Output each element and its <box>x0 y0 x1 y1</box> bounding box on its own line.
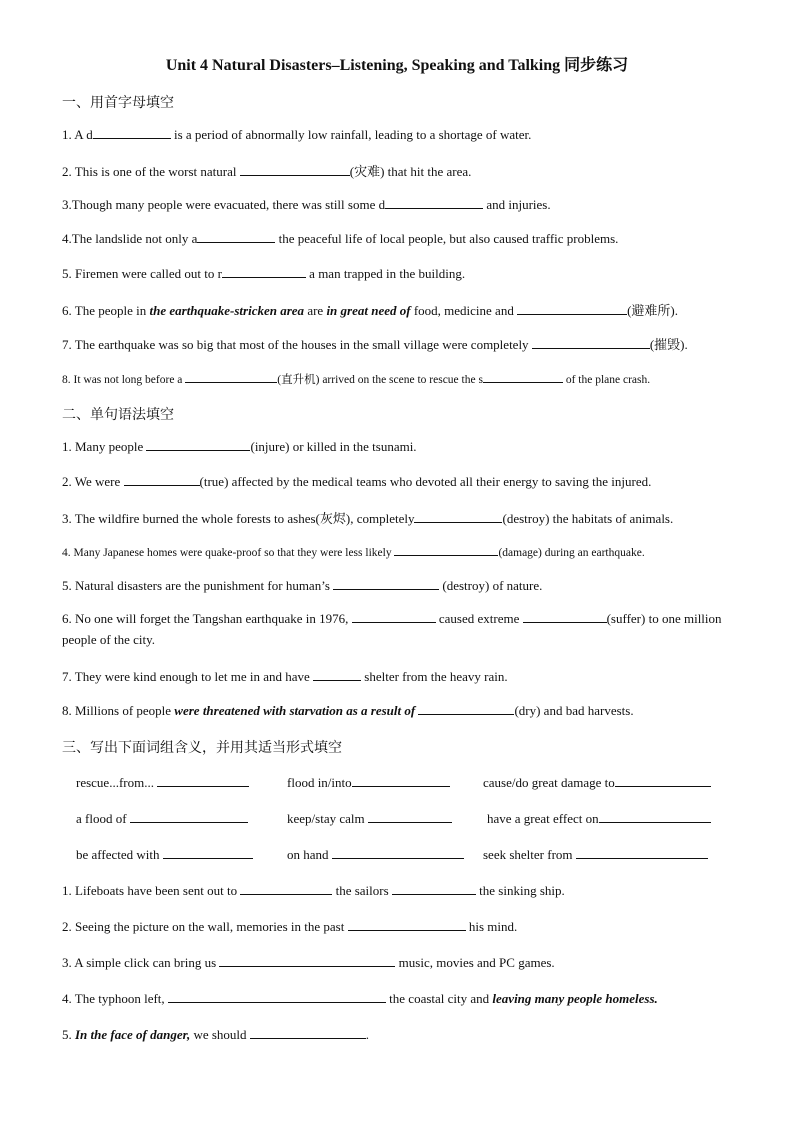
phrase-cell: keep/stay calm <box>287 810 452 827</box>
answer-blank[interactable] <box>418 702 514 715</box>
phrase-cell: a flood of <box>76 810 248 827</box>
s1-item-8: 8. It was not long before a (直升机) arrived on the scene to rescue the s of the plane crash. <box>62 370 742 387</box>
s2-item-2: 2. We were (true) affected by the medical teams who devoted all their energy to saving the injured. <box>62 474 652 489</box>
answer-blank[interactable] <box>368 810 452 823</box>
phrase-cell: have a great effect on <box>487 810 711 827</box>
answer-blank[interactable] <box>240 163 350 176</box>
answer-blank[interactable] <box>394 543 498 556</box>
answer-blank[interactable] <box>599 810 711 823</box>
answer-blank[interactable] <box>352 774 450 787</box>
section-1-heading: 一、用首字母填空 <box>62 95 174 111</box>
answer-blank[interactable] <box>219 954 395 967</box>
phrase-cell: rescue...from... <box>76 774 249 791</box>
answer-blank[interactable] <box>313 668 361 681</box>
section-3-heading: 三、写出下面词组含义，并用其适当形式填空 <box>62 740 342 756</box>
section-2-heading: 二、单句语法填空 <box>62 407 174 423</box>
answer-blank[interactable] <box>240 882 332 895</box>
answer-blank[interactable] <box>333 577 439 590</box>
s1-item-7: 7. The earthquake was so big that most of the houses in the small village were completely (摧毁). <box>62 337 688 352</box>
phrase-cell: on hand <box>287 846 464 863</box>
answer-blank[interactable] <box>576 846 708 859</box>
s3-item-2: 2. Seeing the picture on the wall, memories in the past his mind. <box>62 919 518 934</box>
answer-blank[interactable] <box>332 846 464 859</box>
s2-item-5: 5. Natural disasters are the punishment for human’s (destroy) of nature. <box>62 578 543 593</box>
answer-blank[interactable] <box>348 918 466 931</box>
s3-item-3: 3. A simple click can bring us music, movies and PC games. <box>62 955 555 970</box>
answer-blank[interactable] <box>93 126 171 139</box>
page-title: Unit 4 Natural Disasters–Listening, Speaking and Talking 同步练习 <box>165 57 629 74</box>
answer-blank[interactable] <box>532 336 650 349</box>
answer-blank[interactable] <box>483 370 563 383</box>
answer-blank[interactable] <box>197 230 275 243</box>
s2-item-1: 1. Many people (injure) or killed in the tsunami. <box>62 439 417 454</box>
answer-blank[interactable] <box>130 810 248 823</box>
s1-item-2: 2. This is one of the worst natural (灾难) that hit the area. <box>62 164 472 179</box>
answer-blank[interactable] <box>157 774 249 787</box>
s3-item-4: 4. The typhoon left, the coastal city and leaving many people homeless. <box>62 991 658 1006</box>
s2-item-3: 3. The wildfire burned the whole forests to ashes(灰烬), completely (destroy) the habitats of animals. <box>62 511 674 526</box>
s1-item-5: 5. Firemen were called out to r a man trapped in the building. <box>62 266 466 281</box>
s3-item-1: 1. Lifeboats have been sent out to the sailors the sinking ship. <box>62 883 565 898</box>
s2-item-7: 7. They were kind enough to let me in and have shelter from the heavy rain. <box>62 669 508 684</box>
s2-item-6: 6. No one will forget the Tangshan earthquake in 1976, caused extreme (suffer) to one million people of the city. <box>62 611 722 647</box>
answer-blank[interactable] <box>185 370 277 383</box>
phrase-cell: cause/do great damage to <box>483 774 711 791</box>
answer-blank[interactable] <box>615 774 711 787</box>
answer-blank[interactable] <box>523 610 607 623</box>
answer-blank[interactable] <box>385 196 483 209</box>
s1-item-3: 3.Though many people were evacuated, there was still some d and injuries. <box>62 197 551 212</box>
answer-blank[interactable] <box>517 302 627 315</box>
s3-item-5: 5. In the face of danger, we should . <box>62 1027 370 1042</box>
answer-blank[interactable] <box>163 846 253 859</box>
s1-item-6: 6. The people in the earthquake-stricken area are in great need of food, medicine and (避难所). <box>62 303 678 318</box>
answer-blank[interactable] <box>124 473 200 486</box>
phrase-cell: seek shelter from <box>483 846 708 863</box>
s2-item-4: 4. Many Japanese homes were quake-proof so that they were less likely (damage) during an earthquake. <box>62 543 742 559</box>
answer-blank[interactable] <box>250 1026 366 1039</box>
answer-blank[interactable] <box>392 882 476 895</box>
phrase-cell: flood in/into <box>287 774 450 791</box>
answer-blank[interactable] <box>146 438 250 451</box>
answer-blank[interactable] <box>352 610 436 623</box>
answer-blank[interactable] <box>168 990 386 1003</box>
s2-item-8: 8. Millions of people were threatened with starvation as a result of (dry) and bad harvests. <box>62 703 634 718</box>
answer-blank[interactable] <box>222 265 306 278</box>
phrase-cell: be affected with <box>76 846 253 863</box>
answer-blank[interactable] <box>414 510 502 523</box>
s1-item-4: 4.The landslide not only a the peaceful life of local people, but also caused traffic problems. <box>62 231 619 246</box>
s1-item-1: 1. A d is a period of abnormally low rainfall, leading to a shortage of water. <box>62 127 532 142</box>
